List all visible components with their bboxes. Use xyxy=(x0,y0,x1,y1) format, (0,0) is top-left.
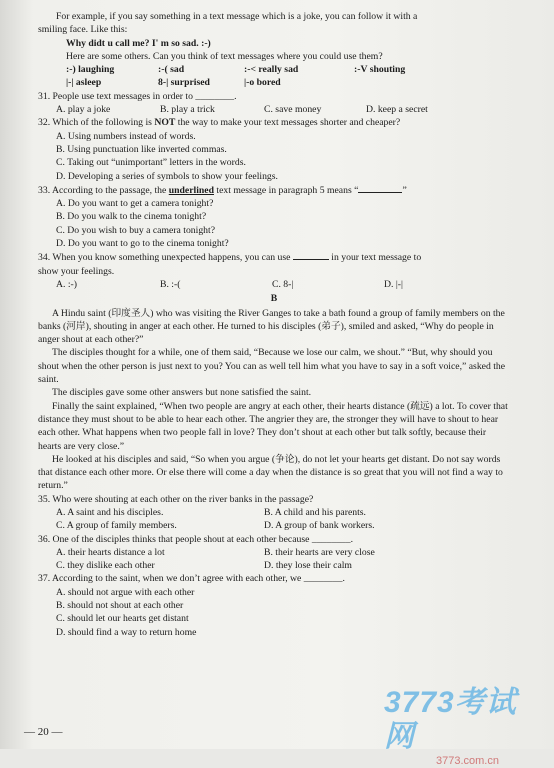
symbol-row-2 xyxy=(38,76,510,89)
q36-option-d: D. they lose their calm xyxy=(264,560,352,572)
question-36-stem: 36. One of the disciples thinks that people shout at each other because ________. xyxy=(38,533,354,545)
question-33-stem xyxy=(38,183,510,197)
page-content xyxy=(38,10,510,639)
symbol-sad: :-( sad xyxy=(158,64,185,76)
watermark-url: 3773.com.cn xyxy=(436,755,499,767)
symbol-bored: |-o bored xyxy=(244,77,281,89)
intro-line-4: Here are some others. Can you think of text messages where you could use them? xyxy=(66,50,383,62)
q32-stem-pre: 32. Which of the following is xyxy=(38,117,155,129)
q35-option-b: B. A child and his parents. xyxy=(264,506,366,518)
symbol-really-sad: :-< really sad xyxy=(244,64,299,76)
q37-option-a: A. should not argue with each other xyxy=(56,586,195,598)
question-31-options xyxy=(38,103,510,116)
q35-options-row-2 xyxy=(38,519,510,532)
symbol-row-1 xyxy=(38,63,510,76)
q33-stem-underlined: underlined xyxy=(168,184,214,196)
q32-option-a: A. Using numbers instead of words. xyxy=(56,130,196,142)
q32-stem-post: the way to make your text messages shorter and cheaper? xyxy=(175,117,401,129)
passage-paragraph-2: The disciples thought for a while, one of them said, “Because we lose our calm, we shout.” “But, why should you shout when the other person is just next to you? You can as well tell him what you have to say in a soft voice,” asked the saint. xyxy=(38,347,506,386)
q33-stem-post: text message in paragraph 5 means “ xyxy=(213,184,359,196)
symbol-shouting: :-V shouting xyxy=(354,64,406,76)
q36-option-a: A. their hearts distance a lot xyxy=(56,546,165,558)
passage-paragraph-1: A Hindu saint (印度圣人) who was visiting the River Ganges to take a bath found a group of family members on the banks (河岸), shouting in anger at each other. He turned to his disciples (弟子), smiled and asked, “Why do people in anger shout at each other?” xyxy=(38,307,505,346)
page-number: — 20 — xyxy=(24,726,63,738)
q32-option-c: C. Taking out “unimportant” letters in the words. xyxy=(56,157,246,169)
q33-option-d: D. Do you want to go to the cinema tonight? xyxy=(56,238,229,250)
site-watermark xyxy=(384,686,544,767)
q37-option-b: B. should not shout at each other xyxy=(56,600,184,612)
q37-option-d: D. should find a way to return home xyxy=(56,626,197,638)
example-message: Why didt u call me? I' m so sad. :-) xyxy=(66,37,211,49)
q34-stem-c: show your feelings. xyxy=(38,265,115,277)
question-34-stem xyxy=(38,250,510,264)
symbol-surprised: 8-| surprised xyxy=(158,77,210,89)
question-31-stem: 31. People use text messages in order to ________. xyxy=(38,90,237,102)
q31-option-b: B. play a trick xyxy=(160,104,215,116)
question-34-options xyxy=(38,278,510,291)
q35-option-d: D. A group of bank workers. xyxy=(264,520,375,532)
q31-option-d: D. keep a secret xyxy=(366,104,428,116)
intro-line-2: smiling face. Like this: xyxy=(38,24,128,36)
q36-option-b: B. their hearts are very close xyxy=(264,546,375,558)
q35-option-a: A. A saint and his disciples. xyxy=(56,506,164,518)
q33-stem-end: ” xyxy=(402,184,407,196)
section-b-heading: B xyxy=(270,293,278,305)
q35-options-row-1 xyxy=(38,506,510,519)
q32-option-b: B. Using punctuation like inverted commas. xyxy=(56,143,227,155)
q34-stem-a: 34. When you know something unexpected happens, you can use xyxy=(38,252,291,264)
question-37-stem: 37. According to the saint, when we don’t agree with each other, we ________. xyxy=(38,573,345,585)
question-32-stem xyxy=(38,116,510,129)
q35-option-c: C. A group of family members. xyxy=(56,520,177,532)
q34-option-d: D. |-| xyxy=(384,278,403,290)
q32-stem-not: NOT xyxy=(154,117,176,129)
q31-option-c: C. save money xyxy=(264,104,322,116)
q33-option-b: B. Do you walk to the cinema tonight? xyxy=(56,211,207,223)
intro-line-1: For example, if you say something in a text message which is a joke, you can follow it with a xyxy=(56,11,418,22)
q34-stem-b: in your text message to xyxy=(331,252,422,264)
q36-options-row-2 xyxy=(38,559,510,572)
q33-blank xyxy=(358,183,402,193)
q34-blank xyxy=(293,250,329,260)
symbol-laughing: :-) laughing xyxy=(66,64,115,76)
passage-paragraph-4: Finally the saint explained, “When two people are angry at each other, their hearts distance (疏远) a lot. To cover that distance they must shout to be able to hear each other. The angrier they are, the stronger they will have to shout to hear each other. What happens when two people fall in love? They don’t shout at each other but talk softly, because their hearts are very close.” xyxy=(38,400,508,452)
q36-option-c: C. they dislike each other xyxy=(56,560,155,572)
q33-option-a: A. Do you want to get a camera tonight? xyxy=(56,198,214,210)
q34-option-b: B. :-( xyxy=(160,278,181,290)
watermark-logo-text: 3773考试网 xyxy=(384,686,517,753)
q37-option-c: C. should let our hearts get distant xyxy=(56,613,189,625)
q33-stem-pre: 33. According to the passage, the xyxy=(38,184,169,196)
q31-option-a: A. play a joke xyxy=(56,104,111,116)
q32-option-d: D. Developing a series of symbols to show your feelings. xyxy=(56,170,278,182)
symbol-asleep: |-| asleep xyxy=(66,77,102,89)
passage-paragraph-5: He looked at his disciples and said, “So when you argue (争论), do not let your hearts get distant. Do not say words that distance each other more. Or else there will come a day when the distance is so great that you will not find a way to return.” xyxy=(38,453,503,492)
q33-option-c: C. Do you wish to buy a camera tonight? xyxy=(56,224,216,236)
q34-option-c: C. 8-| xyxy=(272,278,294,290)
q34-option-a: A. :-) xyxy=(56,278,77,290)
passage-paragraph-3: The disciples gave some other answers but none satisfied the saint. xyxy=(52,387,312,399)
q36-options-row-1 xyxy=(38,546,510,559)
question-35-stem: 35. Who were shouting at each other on the river banks in the passage? xyxy=(38,493,314,505)
